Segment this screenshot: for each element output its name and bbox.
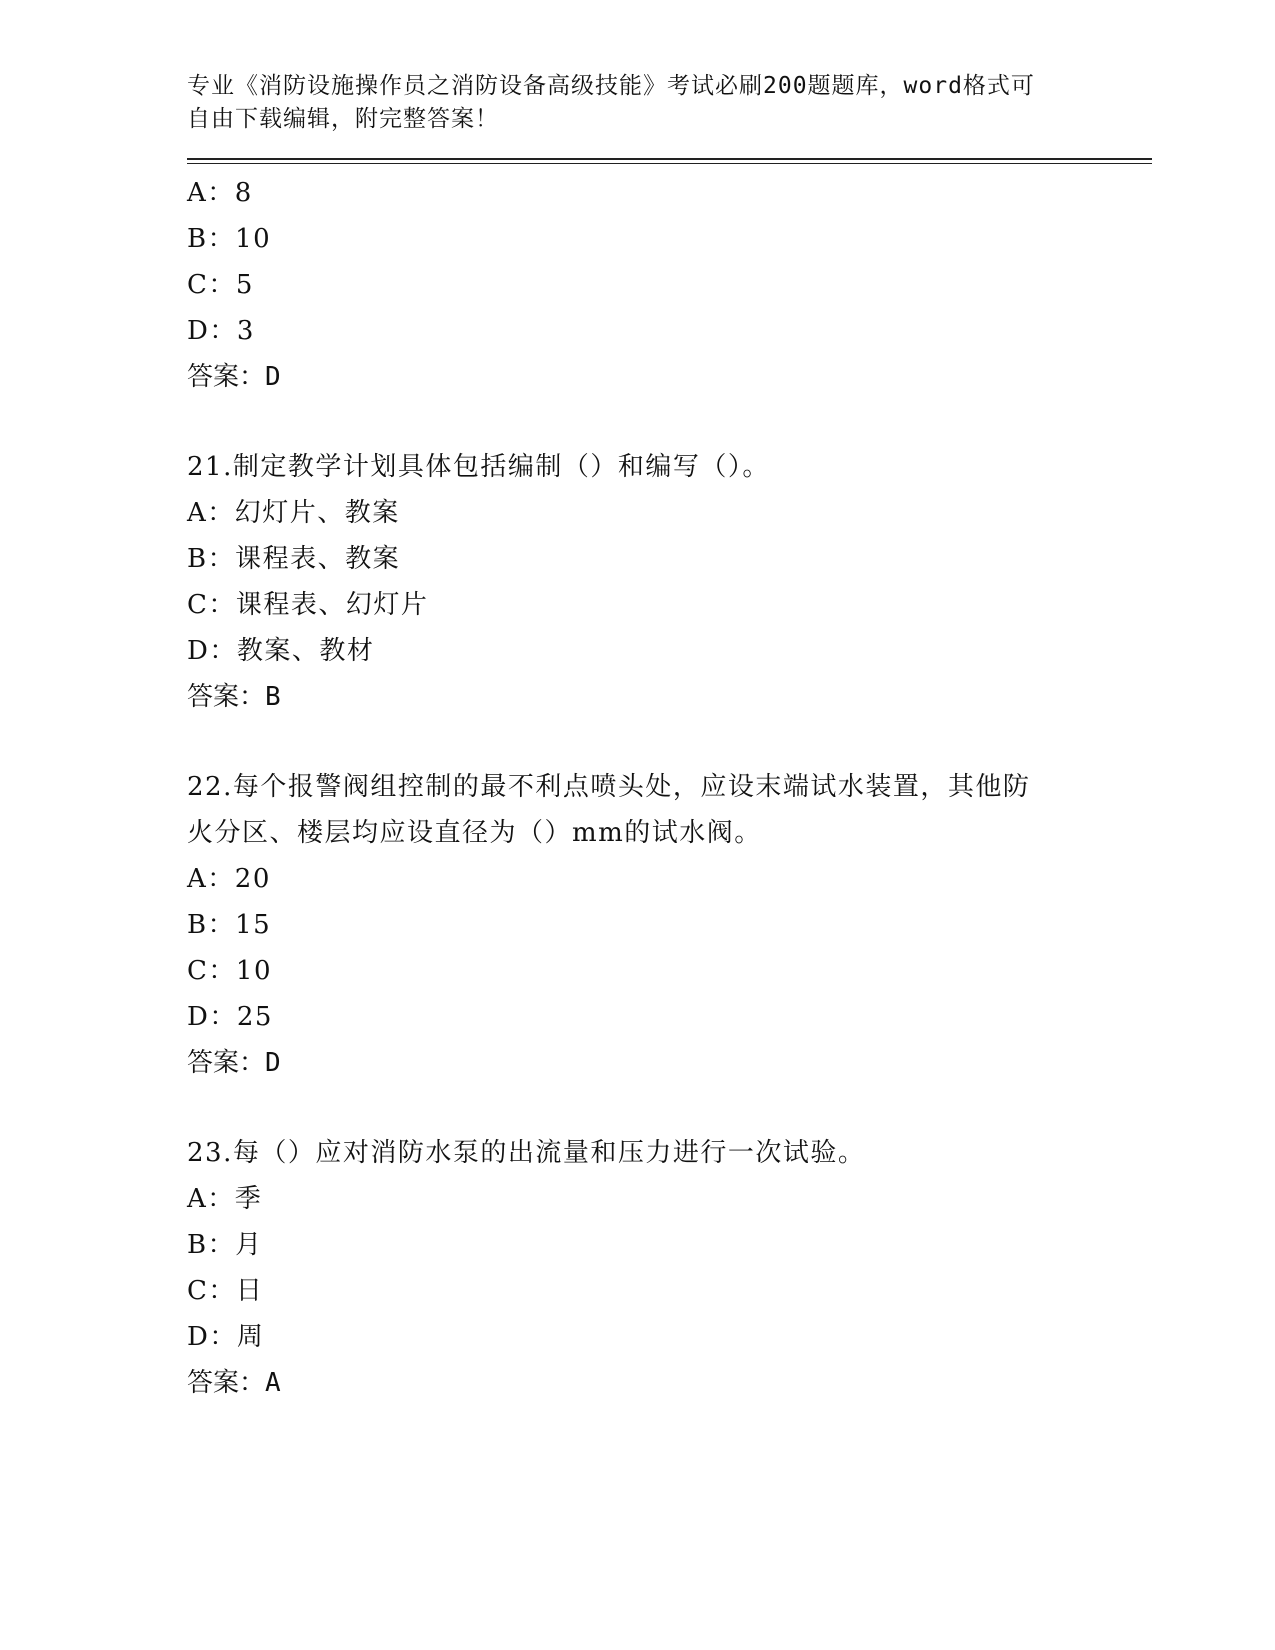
question-stem: 23.每（）应对消防水泵的出流量和压力进行一次试验。 (187, 1138, 866, 1168)
question-stem-line-1: 22.每个报警阀组控制的最不利点喷头处，应设末端试水装置，其他防 (187, 772, 1031, 802)
answer-line: 答案：D (187, 1048, 281, 1078)
header-line-1: 专业《消防设施操作员之消防设备高级技能》考试必刷200题题库，word格式可 (187, 73, 1035, 99)
option-d: D：周 (187, 1322, 265, 1352)
option-c: C：课程表、幻灯片 (187, 590, 429, 620)
option-c: C：日 (187, 1276, 264, 1306)
header-line-2: 自由下载编辑，附完整答案！ (187, 106, 499, 132)
question-stem-line-2: 火分区、楼层均应设直径为（）mm的试水阀。 (187, 818, 762, 848)
header-divider (187, 158, 1152, 164)
option-b: B：月 (187, 1230, 263, 1260)
option-d: D：教案、教材 (187, 636, 375, 666)
option-a: A：8 (187, 178, 253, 208)
document-header (187, 70, 1152, 136)
option-c: C：10 (187, 956, 272, 986)
document-page (187, 70, 1152, 1406)
option-a: A：季 (187, 1184, 263, 1214)
carry-over-question (187, 170, 1152, 400)
question-21 (187, 444, 1152, 720)
answer-line: 答案：A (187, 1368, 281, 1398)
option-d: D：25 (187, 1002, 273, 1032)
question-22 (187, 764, 1152, 1086)
option-a: A：20 (187, 864, 271, 894)
option-b: B：15 (187, 910, 272, 940)
option-a: A：幻灯片、教案 (187, 498, 400, 528)
answer-line: 答案：B (187, 682, 281, 712)
option-b: B：10 (187, 224, 272, 254)
option-d: D：3 (187, 316, 255, 346)
answer-line: 答案：D (187, 362, 281, 392)
option-b: B：课程表、教案 (187, 544, 401, 574)
option-c: C：5 (187, 270, 254, 300)
question-stem: 21.制定教学计划具体包括编制（）和编写（）。 (187, 452, 770, 482)
question-23 (187, 1130, 1152, 1406)
